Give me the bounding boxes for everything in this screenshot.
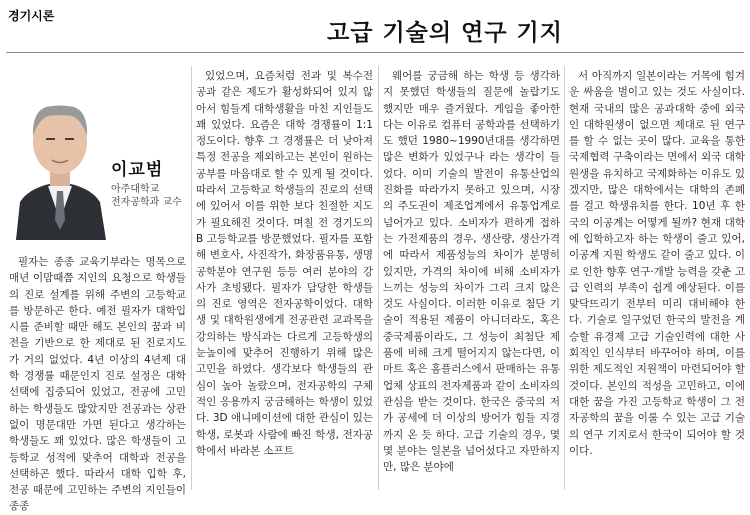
- article-column-3: 웨어를 궁금해 하는 학생 등 생각하지 못했던 학생들의 질문에 놀랍기도 했지만 매우 즐거웠다. 게임을 좋아한다는 이유로 컴퓨터 공학과를 선택하기도 했던 1980~1990년대를 생각하면 많은 변화가 있었구나 라는 생각이 들었다. 이미 기술의 발전이 유통산업의 진화를 따라가지 못하고 있으며, 시장의 주도권이 제조업계에서 유통업계로 넘어가고 있다. 소비자가 편하게 접하는 가전제품의 경우, 생산량, 생산가격에 따라서 제품성능의 차이가 분명히 있지만, 가격의 차이에 비해 소비자가 느끼는 성능의 차이가 그리 크지 않은 것도 사실이다. 이러한 이유로 첨단 기술이 적용된 제품이 아니더라도, 혹은 중국제품이라도, 그 성능이 최첨단 제품에 비해 크게 떨어지지 않는다면, 이마트 혹은 홈플러스에서 판매하는 유통업체 상표의 전자제품과 같이 소비자의 관심을 받는 것이다. 한국은 중국의 저가 공세에 더 이상의 방어가 힘들 지경까지 온 듯 하다. 고급 기술의 경우, 몇몇 분야는 일본을 넘어섰다고 자만하지만, 많은 분야에: [383, 70, 560, 474]
- author-affiliation-line2: 전자공학과 교수: [111, 197, 182, 208]
- author-byline: [111, 155, 189, 209]
- article-column-4: 서 아직까지 일본이라는 거목에 힘겨운 싸움을 벌이고 있는 것도 사실이다. 현재 국내의 많은 공과대학 중에 외국인 대학원생이 없으면 제대로 된 연구를 할 수 없는 곳이 많다. 교육을 통한 국제협력 구축이라는 면에서 외국 대학원생을 유치하고 국제화하는 이유도 있겠지만, 많은 대학에서는 대학의 존폐를 걸고 학생유치를 한다. 10년 후 한국의 이공계는 어떻게 될까? 현재 대학에 입학하고자 하는 학생이 줄고 있어, 이공계 지원 학생도 같이 줄고 있다. 이로 인한 향후 연구·개발 능력을 갖춘 고급 인력의 부족이 쉽게 예상된다. 이를 맞닥뜨리기 전부터 미리 대비해야 한다. 기술로 일구었던 한국의 발전을 계승할 유경제 고급 기술인력에 대한 사회적인 인식부터 바꾸어야 하며, 이를 위한 제도적인 지원책이 마련되어야 할 것이다. 본인의 적성을 고민하고, 이에 대한 꿈을 가진 고등학교 학생이 그 전자공학의 꿈을 이룰 수 있는 고급 기술의 연구 기지로서 한국이 되어야 할 것이다.: [569, 70, 745, 457]
- article-column-1: 필자는 종종 교육기부라는 명목으로 매년 이맘때쯤 지인의 요청으로 학생들의 진로 설계를 위해 주변의 고등학교를 방문하곤 한다. 예전 필자가 대학입시를 준비할 때만 해도 본인의 꿈과 비전을 기반으로 한 제대로 된 진로지도가 거의 없었다. 4년 이상의 4년제 대학 경쟁률 때문인지 진로 설정은 대학 선택에 집중되어 있었고, 전공에 고민하는 학생들도 많았지만 전공과는 상관없이 명문대만 가면 된다고 생각하는 학생들도 꽤 있었다. 많은 학생들이 고등학교 성적에 맞추어 대학과 전공을 선택하곤 했다. 따라서 대학 입학 후, 전공 때문에 고민하는 주변의 지인들이 종종: [9, 256, 186, 513]
- column-divider: [191, 66, 192, 490]
- column-divider: [378, 66, 379, 490]
- author-name: 이교범: [111, 160, 164, 180]
- author-photo: [10, 70, 110, 240]
- article-column-2: 있었으며, 요즘처럼 전과 및 복수전공과 같은 제도가 활성화되어 있지 않아서 힘들게 대학생활을 마친 지인들도 꽤 있었다. 요즘은 대학 경쟁률이 1:1 정도이다. 향후 그 경쟁률은 더 낮아져 특정 전공을 제외하고는 본인이 원하는 공부를 마음대로 할 수 있게 될 것이다. 따라서 고등학교 학생들의 진로의 선택에 있어서 이를 위한 보다 친절한 지도가 필요해진 것이다. 며칠 전 경기도의 B 고등학교를 방문했었다. 필자를 포함해 변호사, 사진작가, 화장품유통, 생명공학분야 연구원 등등 여러 분야의 강사가 초빙됐다. 필자가 담당한 학생들의 진로 영역은 전자공학이었다. 대학생 및 대학원생에게 전공관련 교과목을 강의하는 방식과는 다르게 고등학생의 눈높이에 맞추어 진행하기 위해 많은 고민을 하였다. 생각보다 학생들의 관심이 높아 놀랐으며, 전자공학의 구체적인 응용까지 궁금해하는 학생이 있었다. 3D 애니메이션에 대한 관심이 있는 학생, 로봇과 사람에 빠진 학생, 전자공학에서 바라본 소프트: [196, 70, 373, 457]
- header-divider: [6, 52, 744, 53]
- author-portrait-icon: [10, 70, 110, 240]
- section-label: 경기시론: [8, 9, 55, 23]
- page-title: 고급 기술의 연구 기지: [327, 19, 563, 46]
- column-divider: [564, 66, 565, 490]
- author-affiliation: [111, 183, 189, 209]
- author-affiliation-line1: 아주대학교: [111, 184, 160, 195]
